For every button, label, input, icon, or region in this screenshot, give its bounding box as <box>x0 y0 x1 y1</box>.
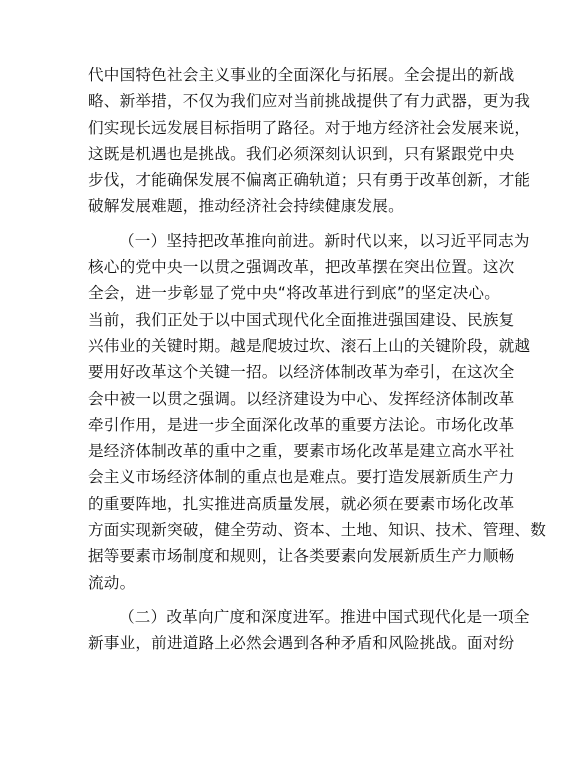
text-line: 核心的党中央一以贯之强调改革，把改革摆在突出位置。这次 <box>88 258 515 277</box>
text-line: （二）改革向广度和深度进军。推进中国式现代化是一项全 <box>119 607 530 626</box>
text-line: 会中被一以贯之强调。以经济建设为中心、发挥经济体制改革 <box>88 389 515 408</box>
text-line: 是经济体制改革的重中之重，要素市场化改革是建立高水平社 <box>88 442 515 461</box>
text-line: 要用好改革这个关键一招。以经济体制改革为牵引，在这次全 <box>88 363 515 382</box>
text-line: 新事业，前进道路上必然会遇到各种矛盾和风险挑战。面对纷 <box>88 634 515 653</box>
text-line: 据等要素市场制度和规则，让各类要素向发展新质生产力顺畅 <box>88 547 515 566</box>
text-line: 代中国特色社会主义事业的全面深化与拓展。全会提出的新战 <box>88 66 515 84</box>
text-line: 兴伟业的关键时期。越是爬坡过坎、滚石上山的关键阶段，就越 <box>88 336 531 355</box>
text-line: 的重要阵地，扎实推进高质量发展，就必须在要素市场化改革 <box>88 494 515 513</box>
document-body <box>88 62 547 657</box>
text-line: 这既是机遇也是挑战。我们必须深刻认识到，只有紧跟党中央 <box>88 144 515 163</box>
text-line: 全会，进一步彰显了党中央“将改革进行到底”的坚定决心。 <box>88 284 500 303</box>
text-line: （一）坚持把改革推向前进。新时代以来，以习近平同志为 <box>119 231 530 250</box>
paragraph-gap <box>88 596 500 604</box>
text-line: 步伐，才能确保发展不偏离正确轨道；只有勇于改革创新，才能 <box>88 171 531 190</box>
paragraph-gap <box>88 220 500 228</box>
paragraph <box>88 62 531 220</box>
paragraph <box>88 228 547 596</box>
text-line: 牵引作用，是进一步全面深化改革的重要方法论。市场化改革 <box>88 415 515 434</box>
text-line: 方面实现新突破，健全劳动、资本、土地、知识、技术、管理、数 <box>88 521 547 540</box>
text-line: 流动。 <box>88 573 136 592</box>
text-line: 们实现长远发展目标指明了路径。对于地方经济社会发展来说， <box>88 118 531 137</box>
text-line: 破解发展难题，推动经济社会持续健康发展。 <box>88 197 404 216</box>
text-line: 会主义市场经济体制的重点也是难点。要打造发展新质生产力 <box>88 468 515 487</box>
text-line: 略、新举措，不仅为我们应对当前挑战提供了有力武器，更为我 <box>88 92 531 111</box>
paragraph <box>88 604 530 657</box>
text-line: 当前，我们正处于以中国式现代化全面推进强国建设、民族复 <box>88 310 515 329</box>
